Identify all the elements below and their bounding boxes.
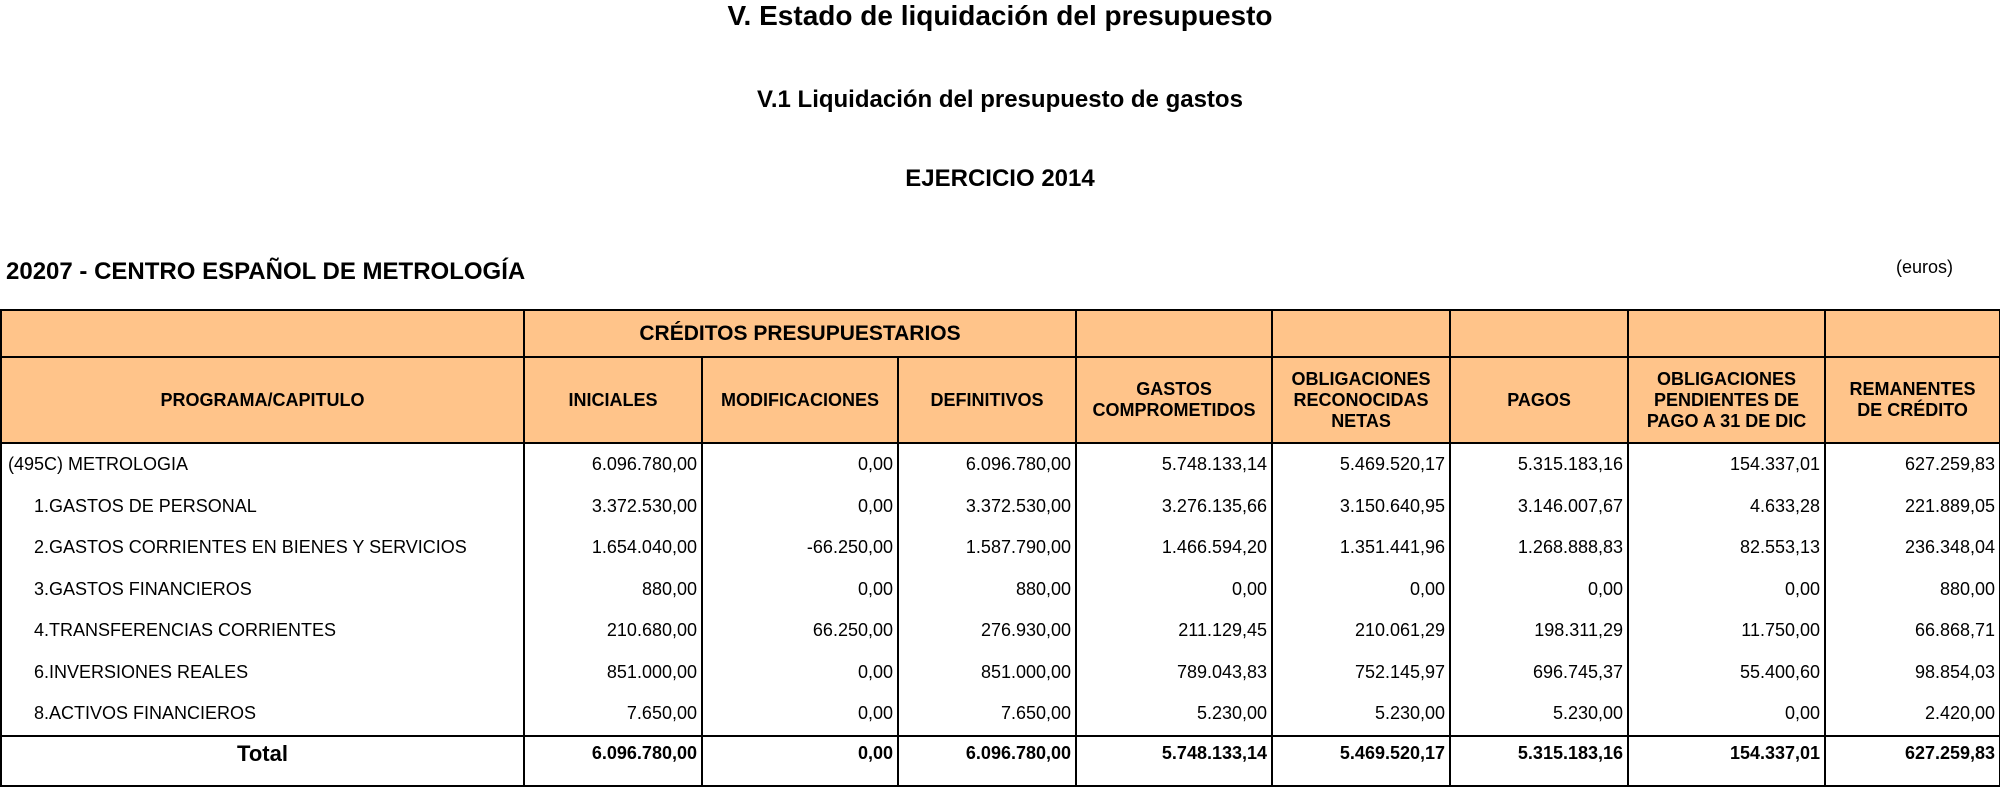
table-body: [1, 443, 2000, 736]
column-header: DEFINITIVOS: [898, 357, 1076, 443]
amount-cell: 6.096.780,00: [898, 443, 1076, 486]
header-blank-cell: [1628, 310, 1825, 357]
amount-cell: 5.230,00: [1272, 693, 1450, 736]
total-amount-cell: 0,00: [702, 736, 898, 786]
amount-cell: 2.420,00: [1825, 693, 2000, 736]
header-blank-cell: [1, 310, 524, 357]
amount-cell: 0,00: [702, 693, 898, 736]
total-amount-cell: 154.337,01: [1628, 736, 1825, 786]
amount-cell: 627.259,83: [1825, 443, 2000, 486]
total-amount-cell: 627.259,83: [1825, 736, 2000, 786]
total-amount-cell: 5.315.183,16: [1450, 736, 1628, 786]
column-header: GASTOS COMPROMETIDOS: [1076, 357, 1272, 443]
amount-cell: 4.633,28: [1628, 486, 1825, 528]
chapter-label: 4.TRANSFERENCIAS CORRIENTES: [1, 610, 524, 652]
total-amount-cell: 6.096.780,00: [524, 736, 702, 786]
amount-cell: 5.469.520,17: [1272, 443, 1450, 486]
total-amount-cell: 6.096.780,00: [898, 736, 1076, 786]
header-blank-cell: [1825, 310, 2000, 357]
table-row: [1, 527, 2000, 569]
amount-cell: 3.372.530,00: [524, 486, 702, 528]
chapter-label: 6.INVERSIONES REALES: [1, 652, 524, 694]
column-header: OBLIGACIONES PENDIENTES DE PAGO A 31 DE DIC: [1628, 357, 1825, 443]
amount-cell: 851.000,00: [898, 652, 1076, 694]
program-label: (495C) METROLOGIA: [1, 443, 524, 486]
amount-cell: 0,00: [702, 652, 898, 694]
amount-cell: 3.372.530,00: [898, 486, 1076, 528]
amount-cell: 3.276.135,66: [1076, 486, 1272, 528]
table-row: [1, 693, 2000, 736]
table-row: [1, 610, 2000, 652]
chapter-label: 1.GASTOS DE PERSONAL: [1, 486, 524, 528]
header-blank-cell: [1272, 310, 1450, 357]
chapter-label: 8.ACTIVOS FINANCIEROS: [1, 693, 524, 736]
amount-cell: 236.348,04: [1825, 527, 2000, 569]
amount-cell: 82.553,13: [1628, 527, 1825, 569]
amount-cell: 0,00: [702, 443, 898, 486]
amount-cell: 1.587.790,00: [898, 527, 1076, 569]
column-header: INICIALES: [524, 357, 702, 443]
amount-cell: 154.337,01: [1628, 443, 1825, 486]
amount-cell: 3.146.007,67: [1450, 486, 1628, 528]
chapter-label: 2.GASTOS CORRIENTES EN BIENES Y SERVICIOS: [1, 527, 524, 569]
total-row: [1, 736, 2000, 786]
amount-cell: 5.315.183,16: [1450, 443, 1628, 486]
column-header-row: [1, 357, 2000, 443]
amount-cell: 210.061,29: [1272, 610, 1450, 652]
column-header: PROGRAMA/CAPITULO: [1, 357, 524, 443]
amount-cell: 1.351.441,96: [1272, 527, 1450, 569]
amount-cell: 66.868,71: [1825, 610, 2000, 652]
amount-cell: 5.230,00: [1450, 693, 1628, 736]
amount-cell: -66.250,00: [702, 527, 898, 569]
section-title: V.1 Liquidación del presupuesto de gastos: [757, 86, 1243, 113]
amount-cell: 0,00: [1272, 569, 1450, 611]
total-label: Total: [1, 736, 524, 786]
budget-table: [0, 309, 2000, 787]
amount-cell: 98.854,03: [1825, 652, 2000, 694]
table-row: [1, 443, 2000, 486]
group-header-creditos: CRÉDITOS PRESUPUESTARIOS: [524, 310, 1076, 357]
entity-title: 20207 - CENTRO ESPAÑOL DE METROLOGÍA: [6, 258, 526, 285]
column-header: OBLIGACIONES RECONOCIDAS NETAS: [1272, 357, 1450, 443]
amount-cell: 880,00: [898, 569, 1076, 611]
amount-cell: 0,00: [702, 569, 898, 611]
amount-cell: 789.043,83: [1076, 652, 1272, 694]
header-blank-cell: [1076, 310, 1272, 357]
amount-cell: 1.466.594,20: [1076, 527, 1272, 569]
amount-cell: 3.150.640,95: [1272, 486, 1450, 528]
header-blank-cell: [1450, 310, 1628, 357]
amount-cell: 11.750,00: [1628, 610, 1825, 652]
amount-cell: 276.930,00: [898, 610, 1076, 652]
amount-cell: 6.096.780,00: [524, 443, 702, 486]
total-amount-cell: 5.469.520,17: [1272, 736, 1450, 786]
amount-cell: 0,00: [702, 486, 898, 528]
amount-cell: 210.680,00: [524, 610, 702, 652]
units-label: (euros): [1896, 257, 1954, 277]
amount-cell: 880,00: [1825, 569, 2000, 611]
amount-cell: 0,00: [1628, 569, 1825, 611]
table-row: [1, 486, 2000, 528]
column-header: REMANENTES DE CRÉDITO: [1825, 357, 2000, 443]
amount-cell: 0,00: [1628, 693, 1825, 736]
amount-cell: 752.145,97: [1272, 652, 1450, 694]
table-row: [1, 652, 2000, 694]
amount-cell: 198.311,29: [1450, 610, 1628, 652]
column-header: MODIFICACIONES: [702, 357, 898, 443]
amount-cell: 851.000,00: [524, 652, 702, 694]
group-header-row: [1, 310, 2000, 357]
amount-cell: 5.230,00: [1076, 693, 1272, 736]
chapter-label: 3.GASTOS FINANCIEROS: [1, 569, 524, 611]
amount-cell: 1.654.040,00: [524, 527, 702, 569]
amount-cell: 66.250,00: [702, 610, 898, 652]
amount-cell: 211.129,45: [1076, 610, 1272, 652]
amount-cell: 0,00: [1076, 569, 1272, 611]
amount-cell: 55.400,60: [1628, 652, 1825, 694]
exercise-title: EJERCICIO 2014: [905, 165, 1095, 192]
amount-cell: 880,00: [524, 569, 702, 611]
amount-cell: 1.268.888,83: [1450, 527, 1628, 569]
amount-cell: 5.748.133,14: [1076, 443, 1272, 486]
amount-cell: 7.650,00: [898, 693, 1076, 736]
page-title: V. Estado de liquidación del presupuesto: [727, 0, 1273, 31]
amount-cell: 696.745,37: [1450, 652, 1628, 694]
amount-cell: 221.889,05: [1825, 486, 2000, 528]
amount-cell: 0,00: [1450, 569, 1628, 611]
table-row: [1, 569, 2000, 611]
total-amount-cell: 5.748.133,14: [1076, 736, 1272, 786]
column-header: PAGOS: [1450, 357, 1628, 443]
amount-cell: 7.650,00: [524, 693, 702, 736]
